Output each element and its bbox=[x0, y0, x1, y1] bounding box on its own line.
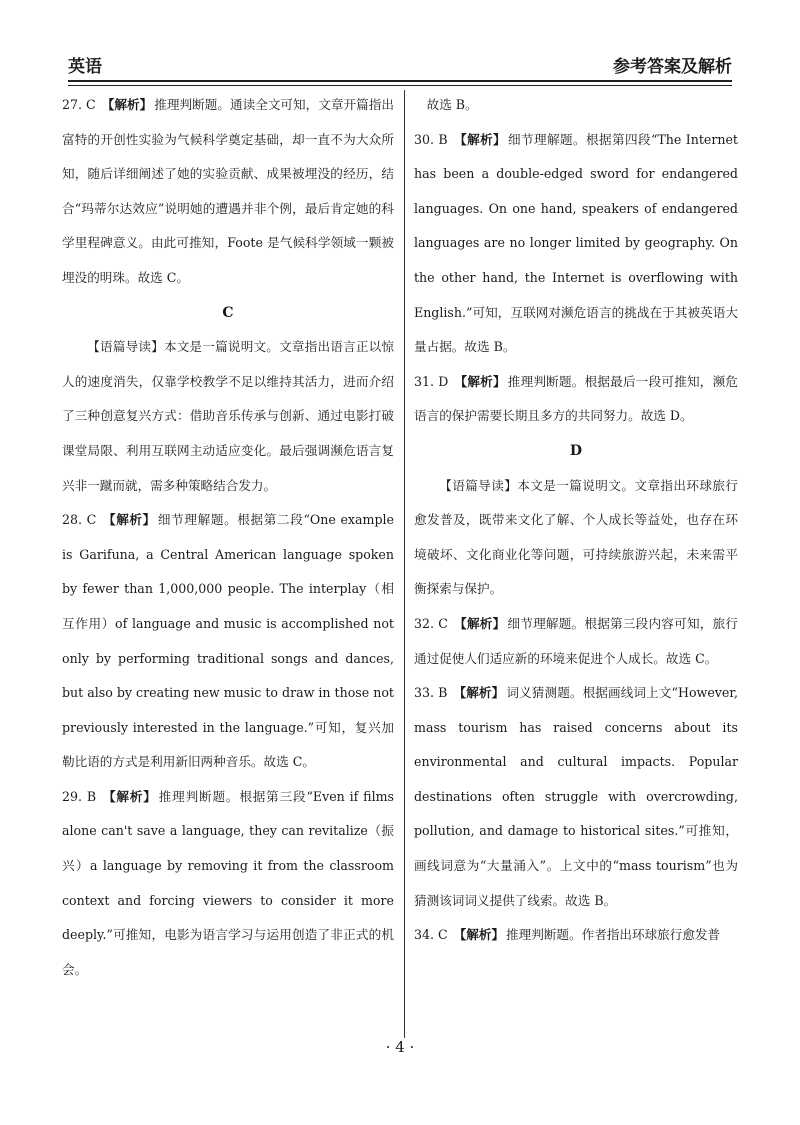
answer-27 bbox=[62, 88, 394, 296]
answer-30 bbox=[414, 123, 738, 365]
answer-text: 细节理解题。根据第三段内容可知，旅行通过促使人们适应新的环境来促进个人成长。故选 C。 bbox=[414, 615, 739, 666]
page-number: · 4 · bbox=[385, 1038, 415, 1056]
section-heading-d: D bbox=[569, 442, 583, 459]
answer-number: 31. D bbox=[414, 373, 449, 389]
analysis-tag: 【解析】 bbox=[453, 131, 507, 147]
left-column bbox=[62, 88, 394, 987]
analysis-tag: 【解析】 bbox=[101, 97, 153, 112]
reading-guide-c: 【语篇导读】本文是一篇说明文。文章指出语言正以惊人的速度消失，仅靠学校教学不足以维持其活力，进而介绍了三种创意复兴方式：借助音乐传承与创新、通过电影打破课堂局限、利用互联网主动适应变化。最后强调濒危语言复兴非一蹴而就，需多种策略结合发力。 bbox=[62, 339, 394, 493]
analysis-tag: 【解析】 bbox=[453, 615, 506, 631]
answer-number: 34. C bbox=[414, 927, 448, 943]
right-column bbox=[414, 88, 738, 953]
section-title: 参考答案及解析 bbox=[613, 57, 732, 77]
answer-29 bbox=[62, 780, 394, 988]
answer-text: 细节理解题。根据第四段“The Internet has been a double-edged sword for endangered languages. On one hand, speakers of endangered languages are no longer limited by geography. On the other hand, the Internet is overflowing with English.”可知，互联网对濒危语言的挑战在于其被英语大量占据。故选 B。 bbox=[414, 131, 738, 355]
page-header bbox=[68, 52, 732, 78]
analysis-tag: 【解析】 bbox=[102, 512, 156, 528]
answer-number: 28. C bbox=[62, 512, 97, 528]
header-rule-thin bbox=[68, 85, 732, 86]
analysis-tag: 【解析】 bbox=[454, 373, 506, 389]
answer-34 bbox=[414, 918, 738, 953]
analysis-tag: 【解析】 bbox=[102, 788, 157, 804]
answer-32 bbox=[414, 607, 738, 676]
answer-number: 32. C bbox=[414, 615, 448, 631]
answer-text: 词义猜测题。根据画线词上文“However, mass tourism has raised concerns about its environmental and cultural impacts. Popular destinations often struggle with overcrowding, pollution, and damage to historical sites.”可推知，画线词意为“大量涌入”。上文中的“mass tourism”也为猜测该词词义提供了线索。故选 B。 bbox=[414, 685, 738, 908]
answer-text: 细节理解题。根据第二段“One example is Garifuna, a Central American language spoken by fewer than 1,000,000 people. The interplay（相互作用）of language and music is accomplished not only by performing traditional songs and dances, but also by creating new music to draw in those not previously interested in the language.”可知，复兴加勒比语的方式是利用新旧两种音乐。故选 C。 bbox=[62, 512, 394, 770]
section-heading-c: C bbox=[222, 304, 234, 321]
header-rule-thick bbox=[68, 80, 732, 82]
analysis-tag: 【解析】 bbox=[453, 685, 505, 701]
answer-33 bbox=[414, 676, 738, 918]
answer-text: 推理判断题。根据第三段“Even if films alone can't save a language, they can revitalize（振兴）a language by removing it from the classroom context and forcing viewers to consider it more deeply.”可推知，电影为语言学习与运用创造了非正式的机会。 bbox=[62, 788, 395, 977]
answer-text: 推理判断题。根据最后一段可推知，濒危语言的保护需要长期且多方的共同努力。故选 D。 bbox=[414, 373, 738, 424]
subject-title: 英语 bbox=[68, 57, 102, 77]
answer-number: 29. B bbox=[62, 788, 97, 804]
answer-text: 推理判断题。作者指出环球旅行愈发普 bbox=[506, 927, 721, 943]
analysis-tag: 【解析】 bbox=[453, 927, 505, 943]
answer-number: 30. B bbox=[414, 131, 448, 147]
answer-28 bbox=[62, 503, 394, 780]
answer-text: 推理判断题。通读全文可知，文章开篇指出富特的开创性实验为气候科学奠定基础，却一直不为大众所知，随后详细阐述了她的实验贡献、成果被埋没的经历，结合“玛蒂尔达效应”说明她的遭遇并非个例，最后肯定她的科学里程碑意义。由此可推知，Foote 是气候科学领域一颗被埋没的明珠。故选 C。 bbox=[62, 97, 395, 285]
column-divider bbox=[404, 90, 405, 1038]
answer-31 bbox=[414, 365, 738, 434]
answer-number: 33. B bbox=[414, 685, 448, 701]
reading-guide-d: 【语篇导读】本文是一篇说明文。文章指出环球旅行愈发普及，既带来文化了解、个人成长等益处，也存在环境破坏、文化商业化等问题，可持续旅游兴起，未来需平衡探索与保护。 bbox=[414, 477, 738, 597]
answer-29-continued: 故选 B。 bbox=[426, 97, 478, 112]
answer-number: 27. C bbox=[62, 97, 96, 112]
